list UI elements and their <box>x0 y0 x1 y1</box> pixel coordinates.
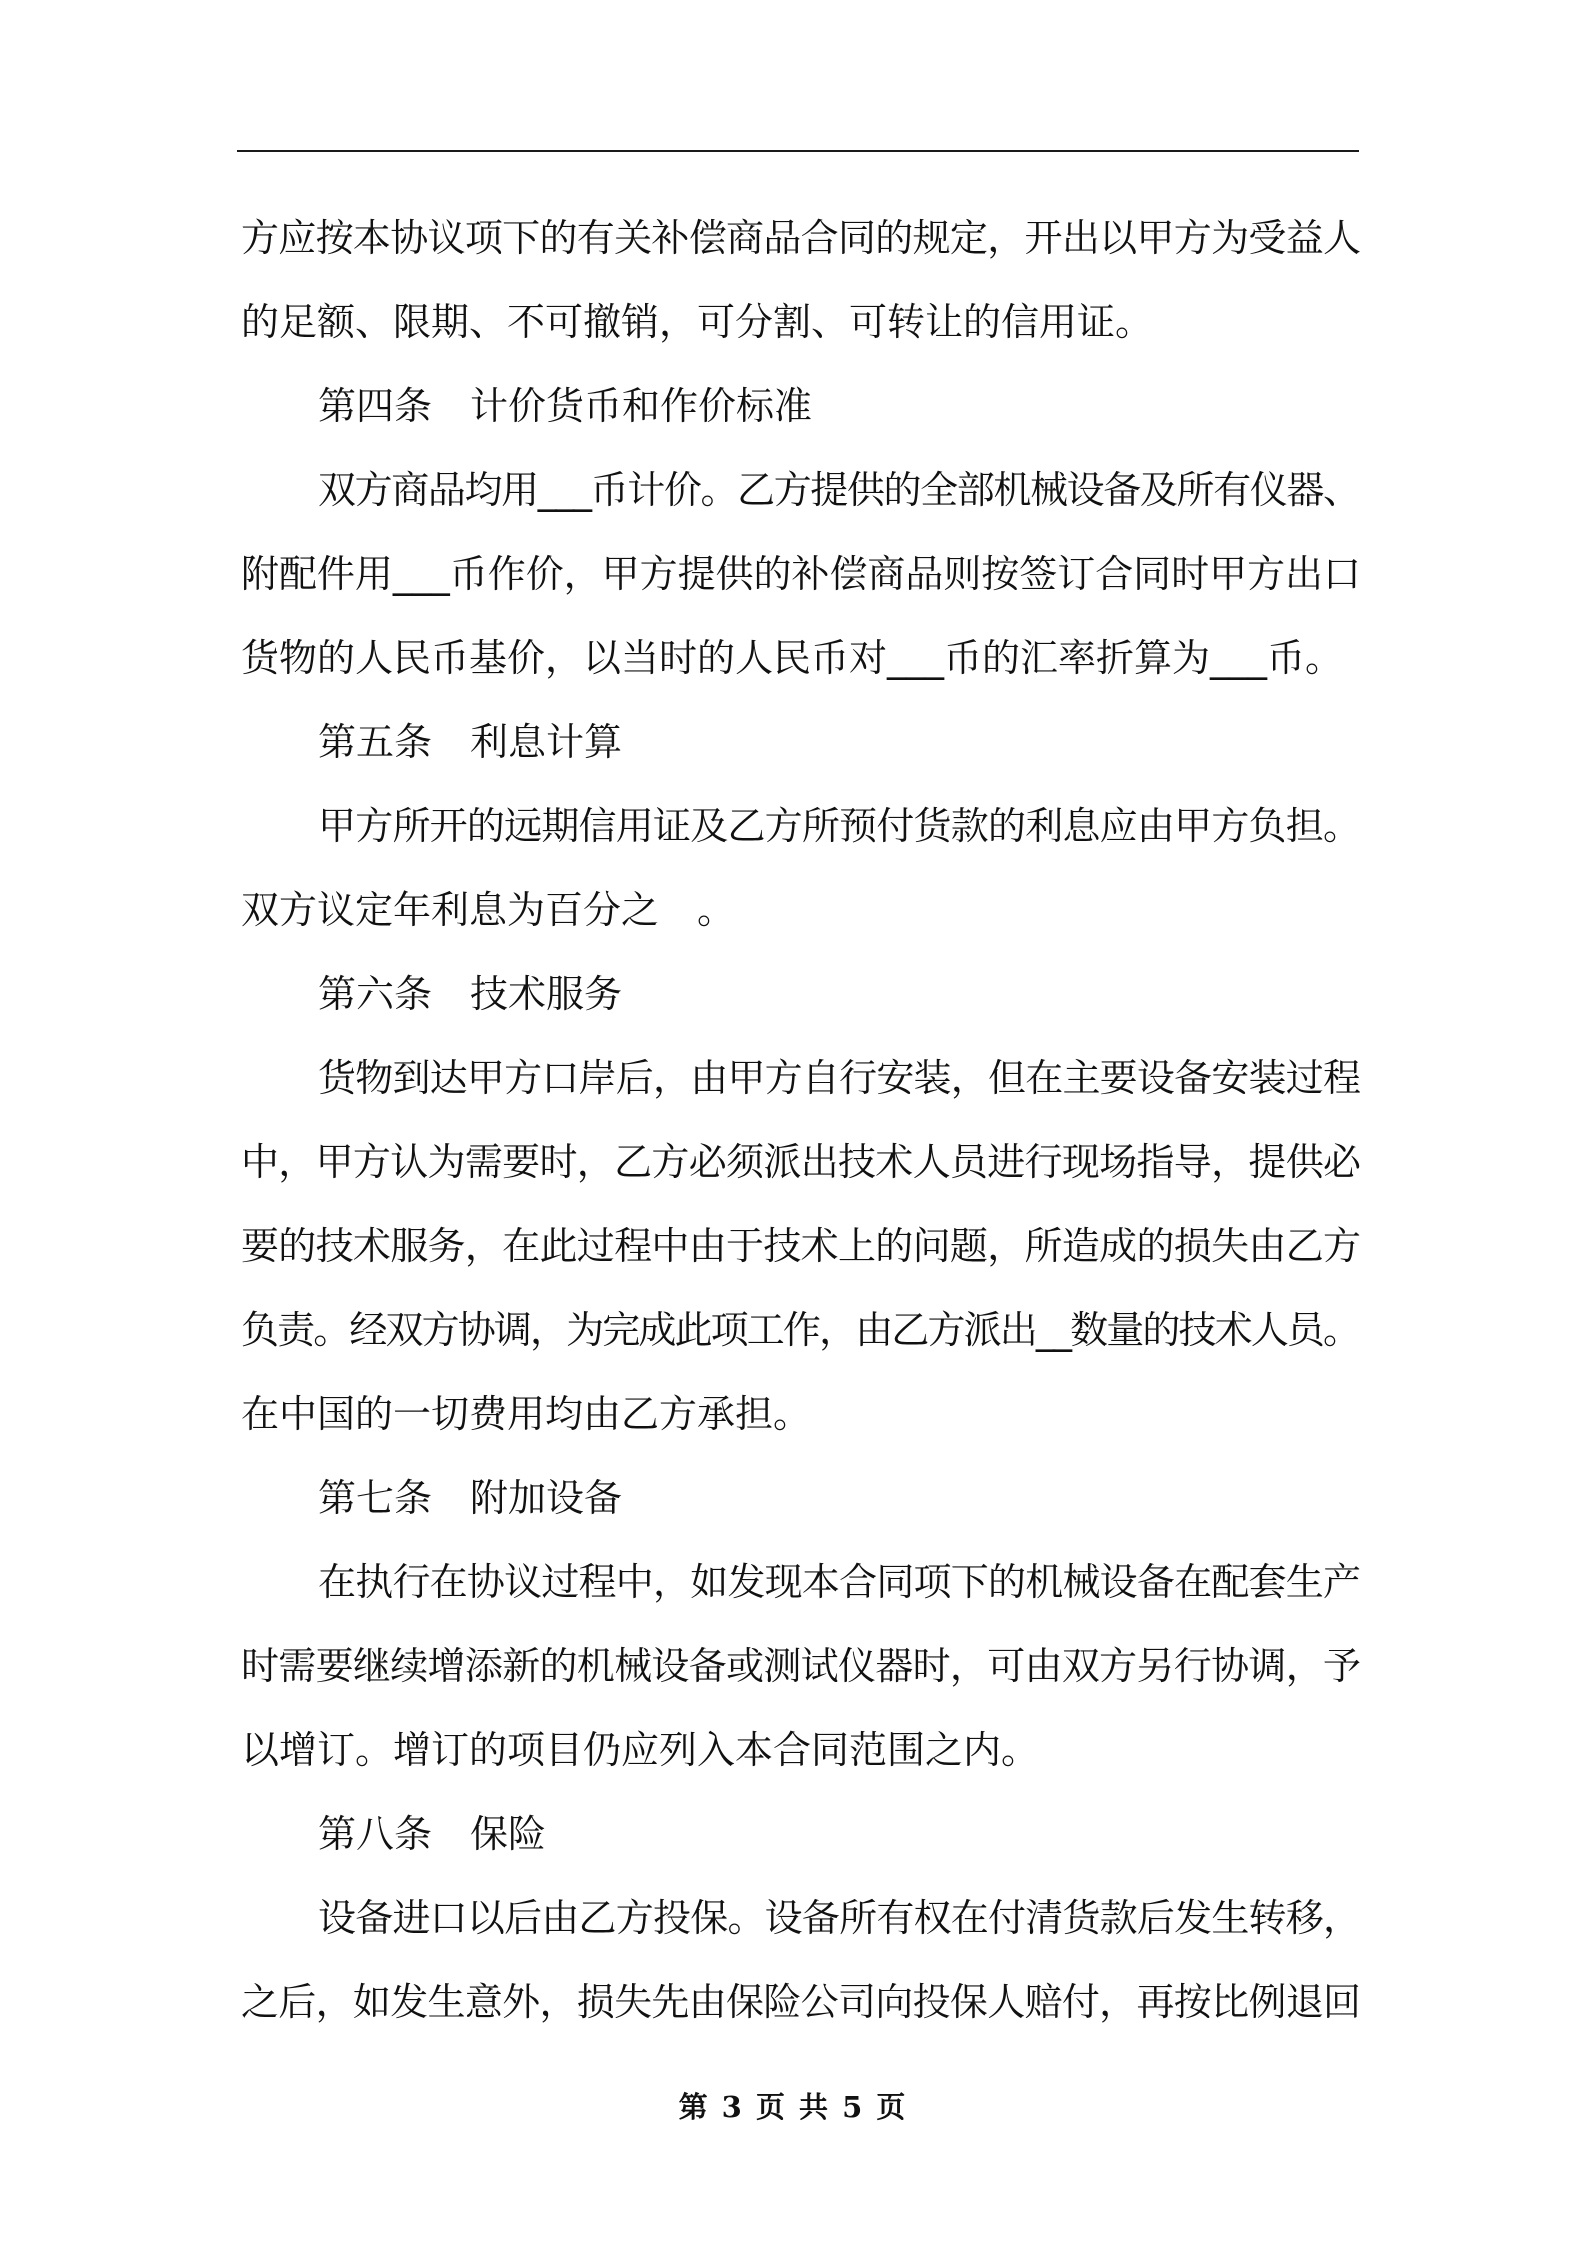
text-line: 要的技术服务，在此过程中由于技术上的问题，所造成的损失由乙方 <box>241 1224 1361 1268</box>
document-body <box>241 196 1361 2044</box>
article-heading: 第七条 附加设备 <box>318 1476 623 1520</box>
text-line: 双方议定年利息为百分之 。 <box>241 888 736 932</box>
text-line: 甲方所开的远期信用证及乙方所预付货款的利息应由甲方负担。 <box>318 804 1361 848</box>
text-line: 在执行在协议过程中，如发现本合同项下的机械设备在配套生产 <box>318 1560 1361 1604</box>
text-line: 货物到达甲方口岸后，由甲方自行安装，但在主要设备安装过程 <box>318 1056 1361 1100</box>
article-heading: 第八条 保险 <box>318 1812 547 1856</box>
text-line: 中，甲方认为需要时，乙方必须派出技术人员进行现场指导，提供必 <box>241 1140 1361 1184</box>
text-line: 以增订。增订的项目仍应列入本合同范围之内。 <box>241 1728 1040 1772</box>
text-line: 时需要继续增添新的机械设备或测试仪器时，可由双方另行协调，予 <box>241 1644 1361 1688</box>
text-line: 负责。经双方协调，为完成此项工作，由乙方派出__数量的技术人员。 <box>241 1308 1360 1352</box>
page-number-footer: 第 3 页 共 5 页 <box>678 2090 908 2124</box>
text-line: 方应按本协议项下的有关补偿商品合同的规定，开出以甲方为受益人 <box>241 216 1361 260</box>
article-heading: 第六条 技术服务 <box>318 972 623 1016</box>
text-line: 的足额、限期、不可撤销，可分割、可转让的信用证。 <box>241 300 1154 344</box>
article-heading: 第五条 利息计算 <box>318 720 623 764</box>
text-line: 附配件用___币作价，甲方提供的补偿商品则按签订合同时甲方出口 <box>241 552 1361 596</box>
text-line: 货物的人民币基价，以当时的人民币对___币的汇率折算为___币。 <box>241 636 1344 680</box>
text-line: 双方商品均用___币计价。乙方提供的全部机械设备及所有仪器、 <box>318 468 1360 512</box>
text-line: 之后，如发生意外，损失先由保险公司向投保人赔付，再按比例退回 <box>241 1980 1361 2024</box>
text-line: 设备进口以后由乙方投保。设备所有权在付清货款后发生转移， <box>318 1896 1361 1940</box>
text-line: 在中国的一切费用均由乙方承担。 <box>241 1392 812 1436</box>
article-heading: 第四条 计价货币和作价标准 <box>318 384 813 428</box>
header-rule <box>237 150 1359 152</box>
